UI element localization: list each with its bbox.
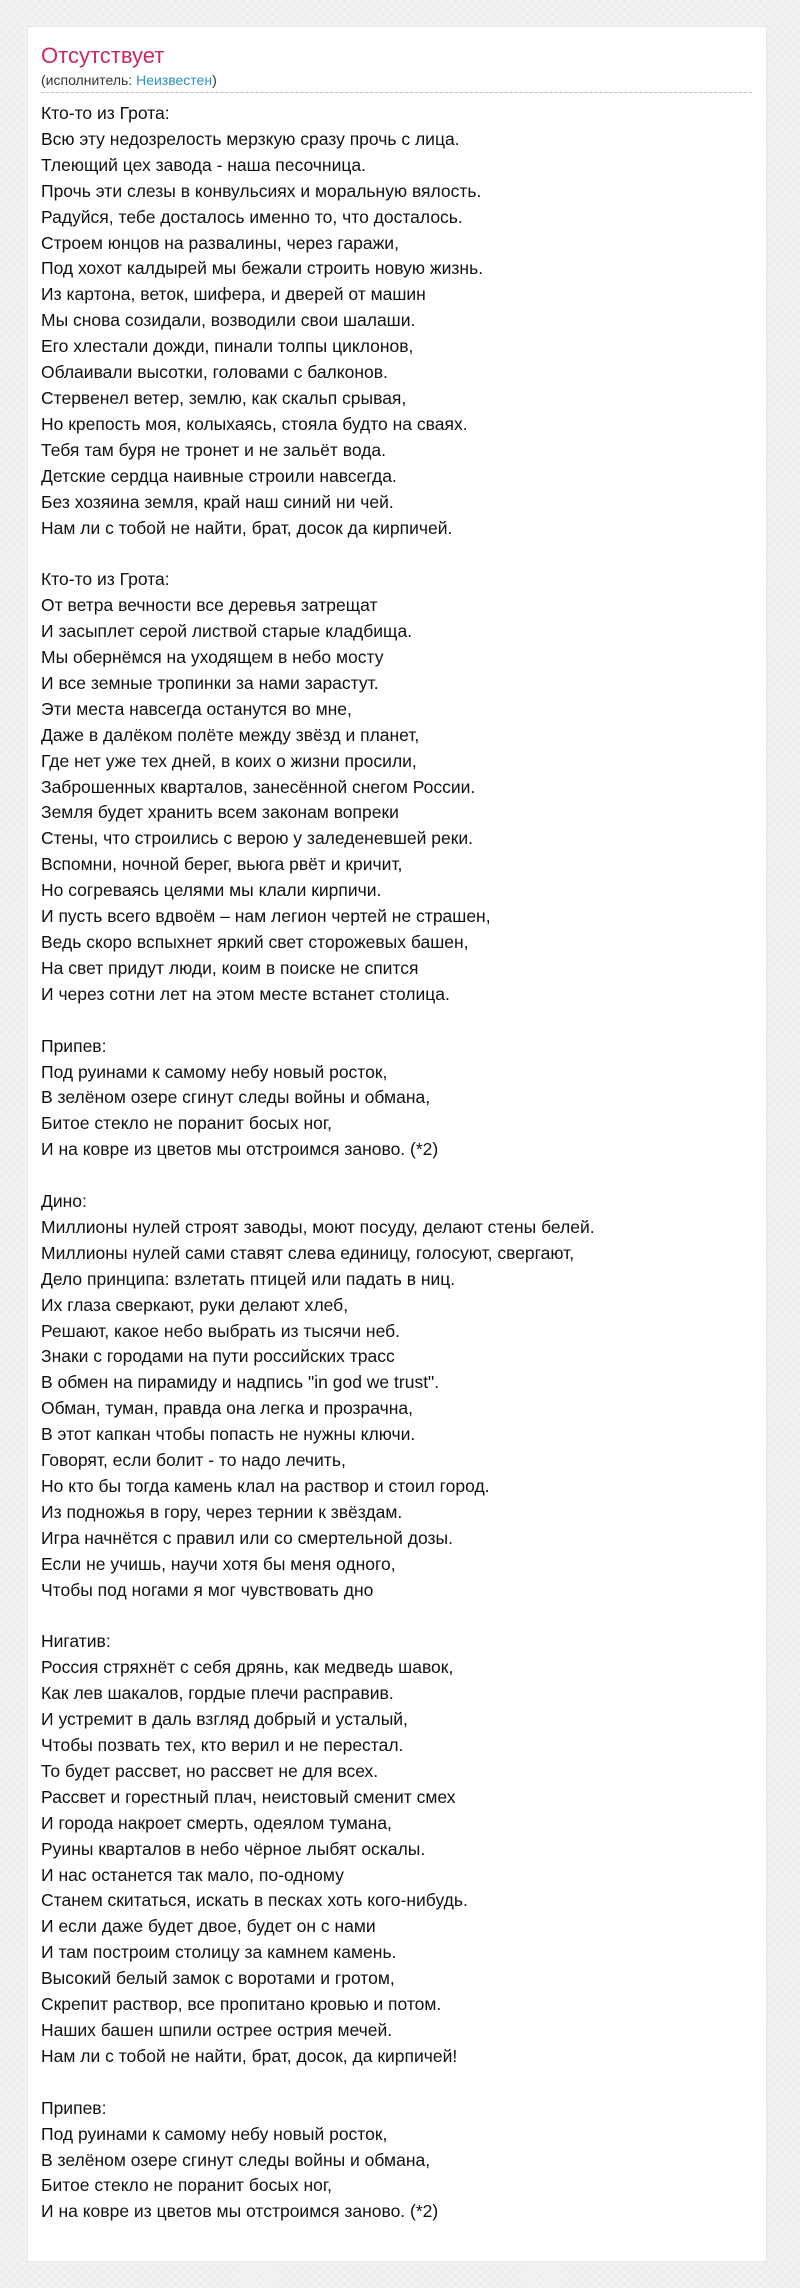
lyric-line: Из картона, веток, шифера, и дверей от машин (41, 284, 426, 305)
lyric-line: Облаивали высотки, головами с балконов. (41, 362, 388, 383)
lyric-line: В зелёном озере сгинут следы войны и обмана, (41, 1087, 431, 1108)
lyric-line: Обман, туман, правда она легка и прозрачна, (41, 1398, 413, 1419)
lyric-line: Дино: (41, 1191, 87, 1212)
lyric-line: Тебя там буря не тронет и не зальёт вода. (41, 439, 387, 460)
lyric-line: Дело принципа: взлетать птицей или падать в ниц. (41, 1268, 456, 1289)
lyric-line: В зелёном озере сгинут следы войны и обмана, (41, 2149, 431, 2170)
lyric-line: Высокий белый замок с воротами и гротом, (41, 1968, 395, 1989)
lyric-line: Решают, какое небо выбрать из тысячи неб. (41, 1320, 401, 1341)
lyric-line: Радуйся, тебе досталось именно то, что досталось. (41, 206, 463, 227)
lyric-line: Битое стекло не поранит босых ног, (41, 2175, 333, 2196)
lyric-line: Стервенел ветер, землю, как скальп срывая, (41, 387, 407, 408)
lyric-line: Строем юнцов на развалины, через гаражи, (41, 232, 399, 253)
performer-prefix: (исполнитель: (41, 72, 137, 88)
lyric-line: И там построим столицу за камнем камень. (41, 1942, 397, 1963)
lyric-line: Где нет уже тех дней, в коих о жизни просили, (41, 750, 417, 771)
lyric-line: Как лев шакалов, гордые плечи расправив. (41, 1683, 394, 1704)
lyric-line: Даже в далёком полёте между звёзд и планет, (41, 724, 420, 745)
lyric-line: И засыплет серой листвой старые кладбища. (41, 621, 413, 642)
lyric-line: Мы обернёмся на уходящем в небо мосту (41, 647, 384, 668)
lyric-line: Всю эту недозрелость мерзкую сразу прочь с лица. (41, 128, 460, 149)
lyric-line: Россия стряхнёт с себя дрянь, как медведь шавок, (41, 1657, 454, 1678)
lyric-line: Припев: (41, 1035, 107, 1056)
lyric-line: Под руинами к самому небу новый росток, (41, 1061, 388, 1082)
lyric-line: И нас останется так мало, по-одному (41, 1864, 344, 1885)
lyric-line: Чтобы под ногами я мог чувствовать дно (41, 1579, 374, 1600)
lyric-line: Чтобы позвать тех, кто верил и не перестал. (41, 1735, 404, 1756)
lyric-line: Битое стекло не поранит босых ног, (41, 1113, 333, 1134)
lyric-line: Игра начнётся с правил или со смертельной дозы. (41, 1527, 453, 1548)
lyrics-stanza (41, 1189, 752, 1604)
lyric-line: И города накроет смерть, одеялом тумана, (41, 1812, 392, 1833)
lyric-line: Прочь эти слезы в конвульсиях и моральную вялость. (41, 180, 482, 201)
lyric-line: Нигатив: (41, 1631, 111, 1652)
lyric-line: И пусть всего вдвоём – нам легион чертей не страшен, (41, 906, 491, 927)
lyrics-card (27, 26, 767, 2262)
lyric-line: Вспомни, ночной берег, вьюга рвёт и кричит, (41, 854, 403, 875)
performer-link[interactable]: Неизвестен (136, 72, 213, 88)
lyric-line: Заброшенных кварталов, занесённой снегом России. (41, 776, 476, 797)
lyric-line: Но крепость моя, колыхаясь, стояла будто на сваях. (41, 413, 468, 434)
lyric-line: Наших башен шпили острее острия мечей. (41, 2020, 393, 2040)
lyric-line: И на ковре из цветов мы отстроимся заново. (*2) (41, 1139, 439, 1160)
lyric-line: Припев: (41, 2097, 107, 2118)
performer-line (41, 71, 752, 93)
lyric-line: Без хозяина земля, край наш синий ни чей. (41, 491, 394, 512)
lyric-line: И через сотни лет на этом месте встанет столица. (41, 983, 450, 1004)
lyric-line: Их глаза сверкают, руки делают хлеб, (41, 1294, 349, 1315)
lyric-line: Если не учишь, научи хотя бы меня одного, (41, 1553, 396, 1574)
performer-suffix: ) (212, 72, 217, 88)
lyrics-stanza (41, 567, 752, 1007)
lyric-line: Говорят, если болит - то надо лечить, (41, 1450, 346, 1471)
lyric-line: Ведь скоро вспыхнет яркий свет сторожевых башен, (41, 931, 469, 952)
lyric-line: Кто-то из Грота: (41, 569, 170, 590)
lyrics-body (41, 101, 752, 2225)
lyric-line: В этот капкан чтобы попасть не нужны ключи. (41, 1424, 416, 1445)
lyric-line: И если даже будет двое, будет он с нами (41, 1916, 376, 1937)
lyric-line: Но кто бы тогда камень клал на раствор и стоил город. (41, 1475, 490, 1496)
lyric-line: Руины кварталов в небо чёрное лыбят оскалы. (41, 1838, 426, 1859)
lyrics-stanza (41, 101, 752, 541)
lyric-line: Из подножья в гору, через тернии к звёздам. (41, 1501, 403, 1522)
lyric-line: Мы снова созидали, возводили свои шалаши. (41, 310, 416, 331)
lyric-line: Стены, что строились с верою у заледеневшей реки. (41, 828, 474, 849)
lyric-line: Миллионы нулей строят заводы, моют посуду, делают стены белей. (41, 1216, 595, 1237)
lyric-line: Станем скитаться, искать в песках хоть кого-нибудь. (41, 1890, 468, 1911)
lyric-line: Нам ли с тобой не найти, брат, досок, да кирпичей! (41, 2045, 458, 2066)
lyric-line: И устремит в даль взгляд добрый и усталый, (41, 1709, 408, 1730)
lyric-line: Знаки с городами на пути российских трасс (41, 1346, 395, 1367)
lyric-line: Под руинами к самому небу новый росток, (41, 2123, 388, 2144)
song-title: Отсутствует (41, 43, 165, 68)
lyrics-stanza (41, 1629, 752, 2069)
lyrics-stanza (41, 2096, 752, 2226)
lyric-line: И все земные тропинки за нами зарастут. (41, 672, 379, 693)
lyric-line: На свет придут люди, коим в поиске не спится (41, 957, 419, 978)
lyric-line: Под хохот калдырей мы бежали строить новую жизнь. (41, 258, 484, 279)
lyric-line: Детские сердца наивные строили навсегда. (41, 465, 397, 486)
lyric-line: Миллионы нулей сами ставят слева единицу, голосуют, свергают, (41, 1242, 575, 1263)
lyrics-stanza (41, 1034, 752, 1164)
lyric-line: То будет рассвет, но рассвет не для всех. (41, 1760, 379, 1781)
lyric-line: Земля будет хранить всем законам вопреки (41, 802, 399, 823)
lyric-line: Рассвет и горестный плач, неистовый сменит смех (41, 1786, 456, 1807)
lyric-line: Кто-то из Грота: (41, 103, 170, 123)
lyric-line: Скрепит раствор, все пропитано кровью и потом. (41, 1994, 442, 2015)
lyric-line: Его хлестали дожди, пинали толпы циклонов, (41, 336, 414, 357)
lyric-line: В обмен на пирамиду и надпись "in god we trust". (41, 1372, 440, 1393)
lyric-line: Но согреваясь целями мы клали кирпичи. (41, 880, 382, 901)
lyric-line: Эти места навсегда останутся во мне, (41, 698, 352, 719)
lyric-line: Нам ли с тобой не найти, брат, досок да кирпичей. (41, 517, 453, 538)
lyric-line: От ветра вечности все деревья затрещат (41, 595, 378, 616)
lyric-line: Тлеющий цех завода - наша песочница. (41, 154, 366, 175)
lyric-line: И на ковре из цветов мы отстроимся заново. (*2) (41, 2201, 439, 2222)
